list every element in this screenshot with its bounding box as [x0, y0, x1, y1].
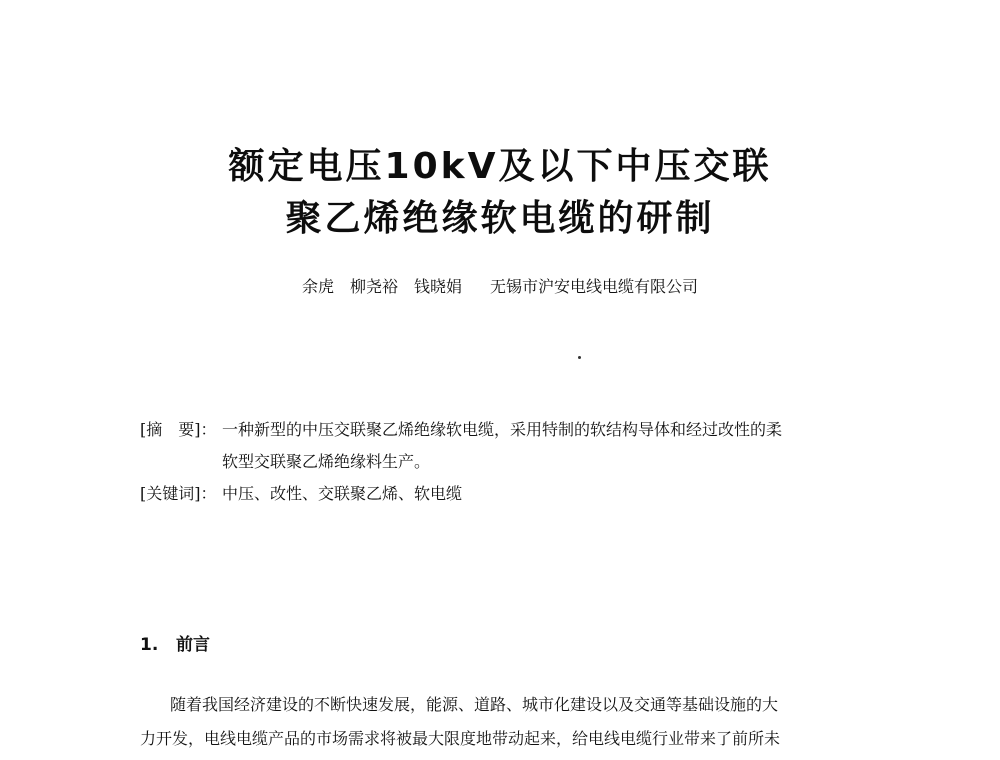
abstract-text-line-2: 软型交联聚乙烯绝缘料生产。	[222, 452, 431, 471]
section-body	[140, 688, 870, 756]
keywords-label: [关键词]：	[140, 484, 217, 503]
paper-title-line-2: 聚乙烯绝缘软电缆的研制	[285, 198, 715, 239]
author-name-1: 余虎	[301, 277, 334, 296]
author-affiliation: 无锡市沪安电线电缆有限公司	[490, 277, 699, 296]
author-name-2: 柳尧裕	[349, 277, 398, 296]
keywords-text: 中压、改性、交联聚乙烯、软电缆	[222, 484, 463, 503]
body-paragraph-line-1: 随着我国经济建设的不断快速发展，能源、道路、城市化建设以及交通等基础设施的大	[170, 695, 779, 714]
abstract-label: [摘 要]：	[140, 420, 217, 439]
paper-title-line-1: 额定电压10kV及以下中压交联	[228, 146, 772, 187]
section-number: 1.	[140, 635, 159, 655]
scan-artifact-dot	[578, 356, 581, 359]
author-line	[0, 274, 1000, 297]
abstract-block	[140, 414, 870, 510]
keywords-row	[140, 478, 870, 510]
abstract-row-2	[140, 446, 870, 478]
section-heading	[140, 630, 210, 655]
section-title: 前言	[176, 635, 210, 655]
author-name-3: 钱晓娟	[414, 277, 463, 296]
abstract-row-1	[140, 414, 870, 446]
abstract-text-line-1: 一种新型的中压交联聚乙烯绝缘软电缆，采用特制的软结构导体和经过改性的柔	[222, 420, 783, 439]
body-paragraph-line-2: 力开发，电线电缆产品的市场需求将被最大限度地带动起来，给电线电缆行业带来了前所未	[140, 729, 781, 748]
